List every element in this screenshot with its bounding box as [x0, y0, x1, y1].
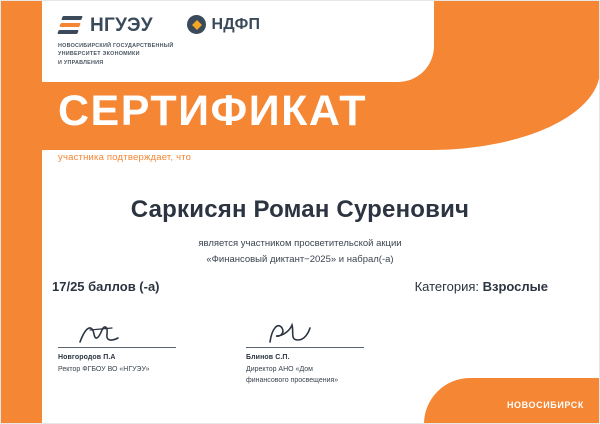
description-line-1: является участником просветительской акции [198, 238, 402, 249]
signatory-role-line-1: Ректор ФГБОУ ВО «НГУЭУ» [58, 366, 150, 373]
university-logo-name: НГУЭУ [90, 14, 153, 36]
signatures-area [58, 320, 378, 387]
signature-scribble-icon [76, 320, 132, 346]
signatory-name: Новгородов П.А [58, 354, 116, 361]
left-band-bottom [0, 378, 42, 424]
signatory-role [58, 365, 188, 376]
signature-line [58, 346, 176, 348]
category-block [415, 279, 548, 294]
university-logo-subtitle [58, 42, 173, 67]
signatory-name: Блинов С.П. [246, 354, 290, 361]
signatory-role-line-1: Директор АНО «Дом [246, 366, 313, 373]
signature-mark [58, 320, 188, 346]
university-subtitle-line-1: НОВОСИБИРСКИЙ ГОСУДАРСТВЕННЫЙ [58, 43, 174, 49]
nsuem-stripes-icon [58, 14, 84, 36]
category-label: Категория: [414, 279, 479, 294]
partner-logo [187, 15, 260, 34]
certificate-subtitle: участника подтверждает, что [58, 152, 192, 163]
score-row [52, 279, 548, 294]
score-value: 17/25 баллов (-а) [52, 279, 160, 294]
signatory-role [246, 365, 376, 387]
logo-area [58, 14, 260, 67]
university-subtitle-line-3: И УПРАВЛЕНИЯ [58, 59, 104, 66]
university-subtitle-line-2: УНИВЕРСИТЕТ ЭКОНОМИКИ [58, 51, 140, 58]
ndfp-diamond-icon [187, 15, 206, 34]
signature-block [246, 320, 376, 387]
signature-mark [246, 320, 376, 346]
signatory-role-line-2: финансового просвещения» [246, 376, 339, 384]
signature-block [58, 320, 188, 387]
university-logo [58, 14, 173, 67]
page-title: СЕРТИФИКАТ [58, 87, 368, 135]
recipient-name: Саркисян Роман Суренович [130, 196, 470, 223]
description-line-2: «Финансовый диктант−2025» и набрал(-а) [206, 254, 394, 266]
signature-line [246, 346, 364, 348]
signature-scribble-icon [264, 320, 320, 346]
certificate-description [0, 236, 600, 268]
university-logo-top [58, 14, 173, 36]
category-value: Взрослые [482, 279, 548, 294]
partner-logo-name: НДФП [211, 15, 261, 33]
city-badge-label: НОВОСИБИРСК [506, 400, 584, 410]
